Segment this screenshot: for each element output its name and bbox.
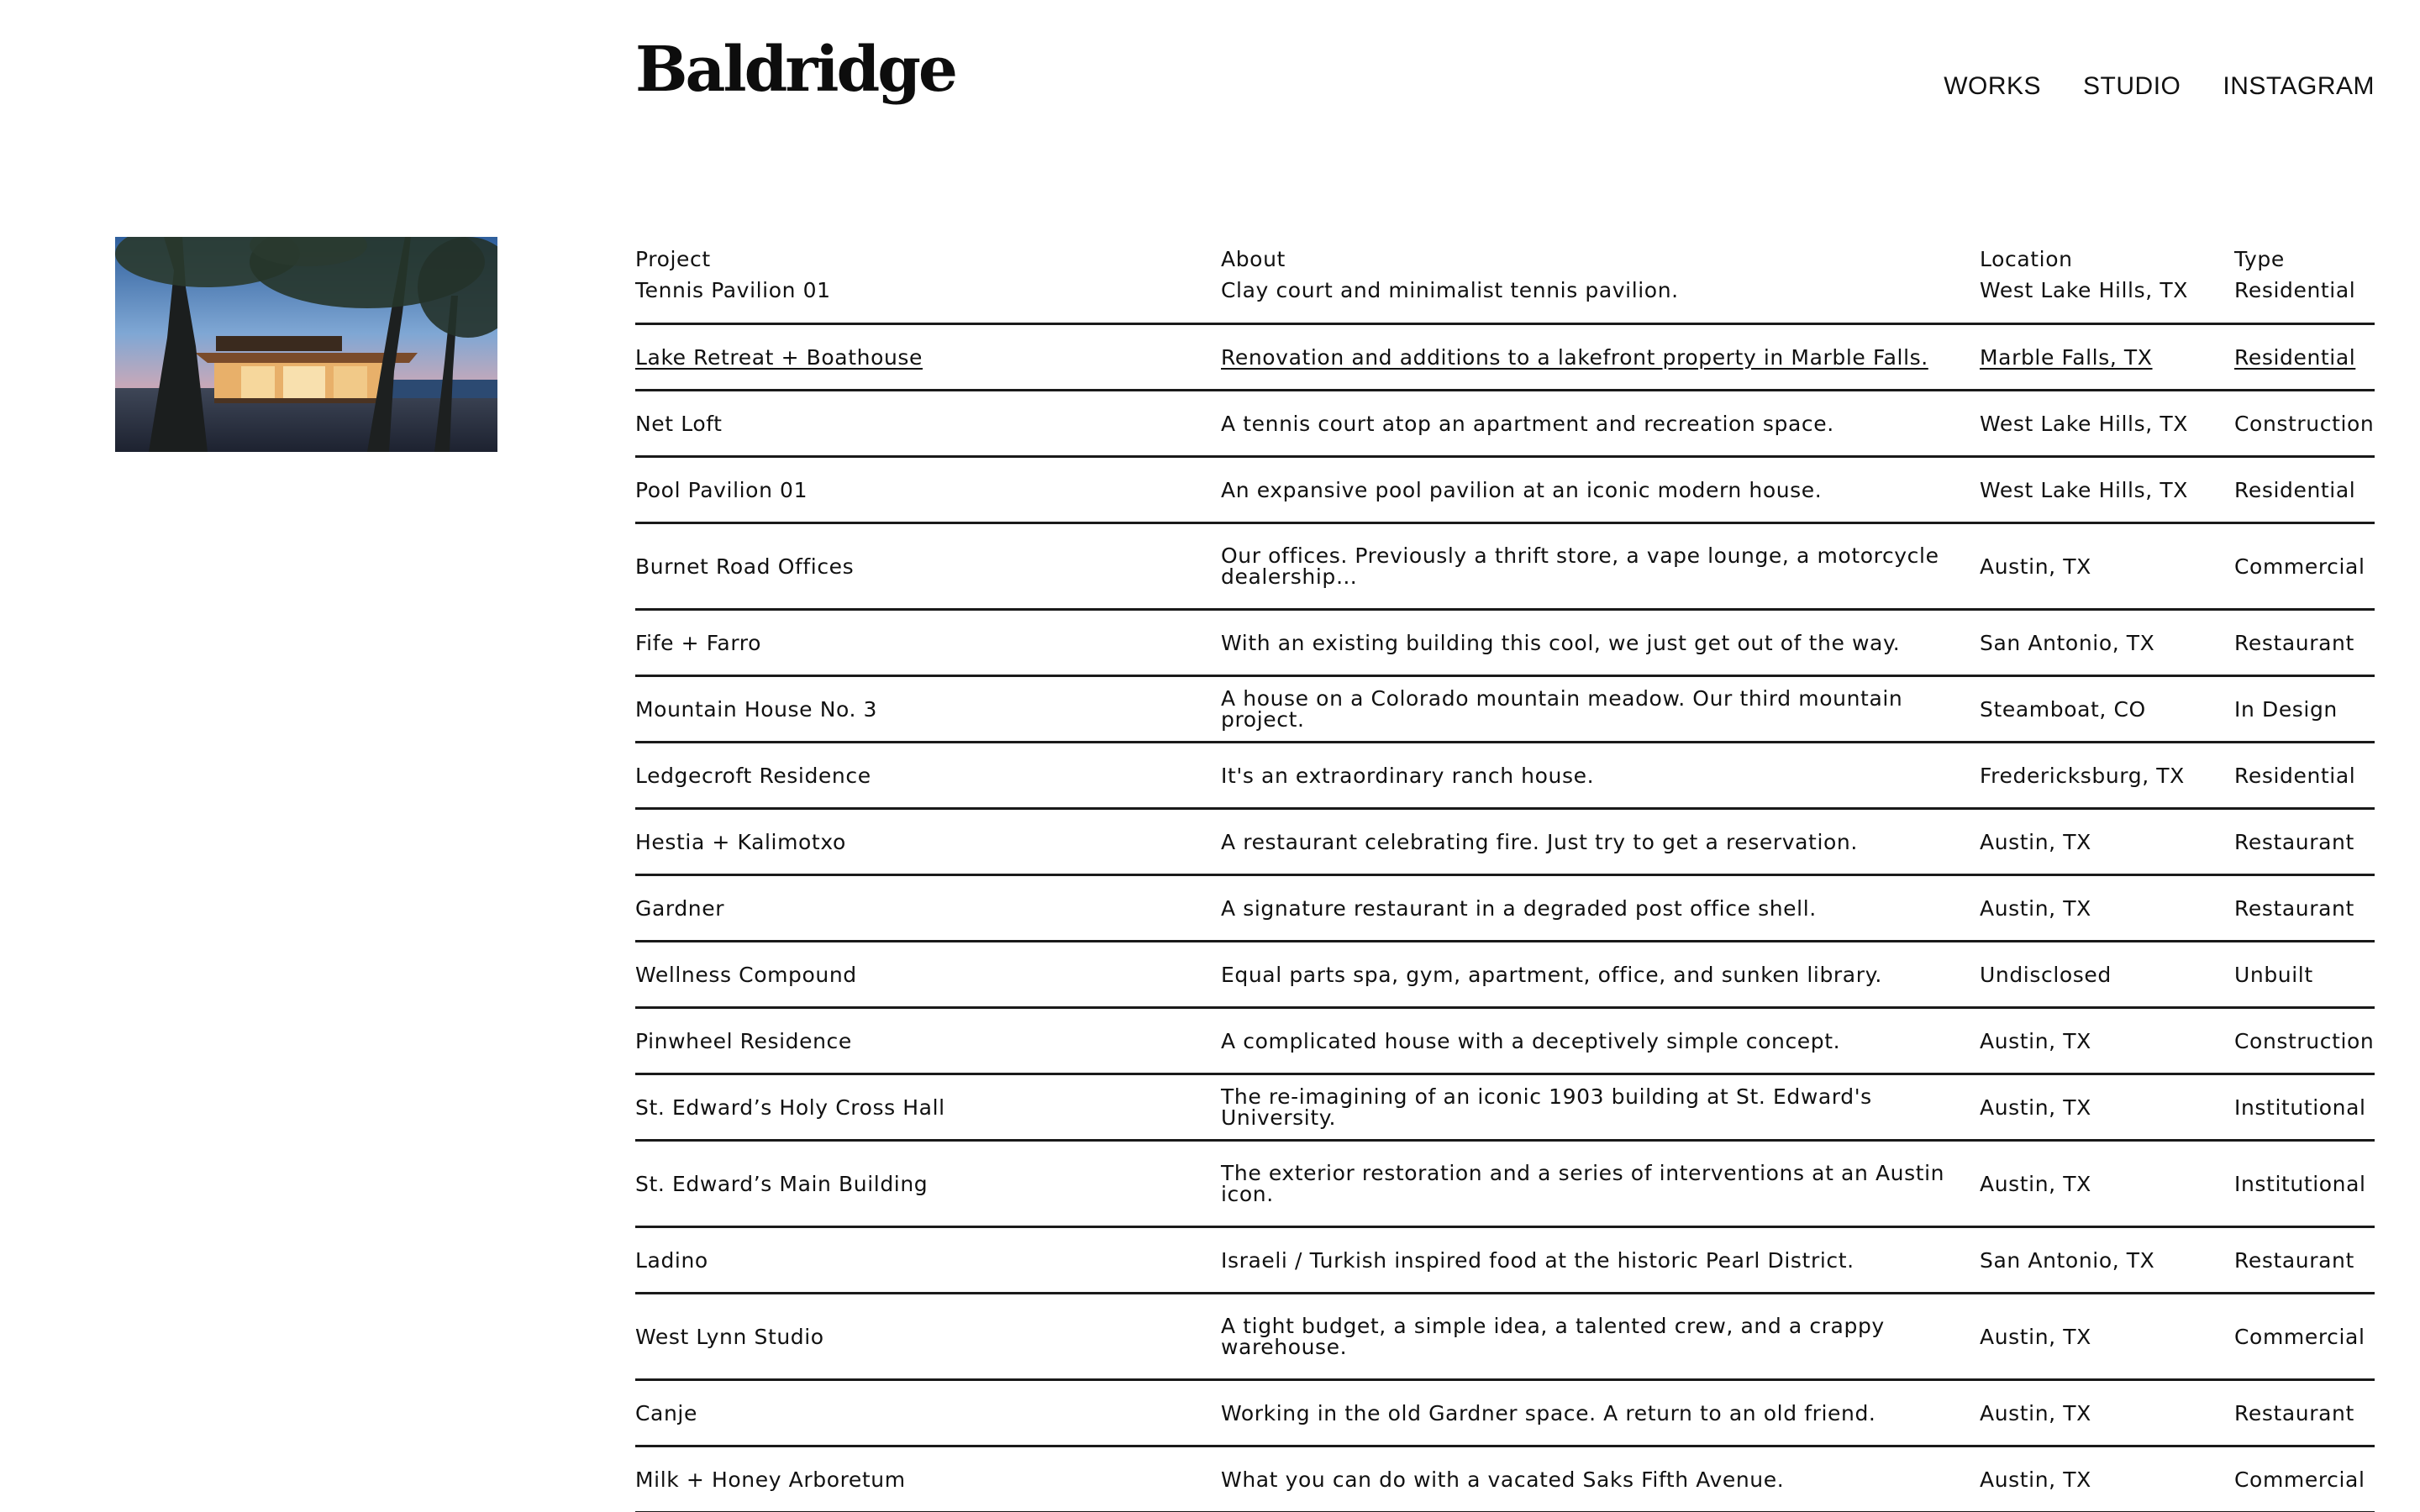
project-type: Commercial [2234, 1467, 2365, 1492]
table-row[interactable] [635, 810, 2375, 876]
table-row[interactable] [635, 1228, 2375, 1294]
project-about: A house on a Colorado mountain meadow. Our third mountain project. [1221, 686, 1903, 732]
project-type: Commercial [2234, 1324, 2365, 1349]
project-location: Fredericksburg, TX [1980, 763, 2185, 788]
project-location: Undisclosed [1980, 962, 2112, 987]
brand-logo[interactable]: Baldridge [635, 34, 956, 106]
project-about: It's an extraordinary ranch house. [1221, 763, 1595, 788]
project-type: Restaurant [2234, 630, 2354, 655]
project-name: West Lynn Studio [635, 1324, 824, 1349]
project-type: Commercial [2234, 554, 2365, 579]
project-about: A tight budget, a simple idea, a talented crew, and a crappy warehouse. [1221, 1314, 1885, 1359]
project-about: Our offices. Previously a thrift store, a vape lounge, a motorcycle dealership… [1221, 543, 1939, 589]
project-about: An expansive pool pavilion at an iconic modern house. [1221, 477, 1823, 502]
project-type: Institutional [2234, 1171, 2366, 1196]
project-name: Lake Retreat + Boathouse [635, 344, 923, 370]
table-row[interactable] [635, 273, 2375, 325]
header-type[interactable]: Type [2234, 247, 2285, 271]
project-location: Marble Falls, TX [1980, 344, 2153, 370]
table-row[interactable] [635, 1075, 2375, 1142]
table-row[interactable] [635, 1381, 2375, 1447]
project-location: Austin, TX [1980, 1324, 2091, 1349]
project-type: Restaurant [2234, 895, 2354, 921]
table-row[interactable] [635, 1142, 2375, 1228]
project-type: Residential [2234, 278, 2356, 302]
project-name: Fife + Farro [635, 630, 761, 655]
projects-table [635, 235, 2375, 1512]
project-name: Wellness Compound [635, 962, 857, 987]
table-row[interactable] [635, 325, 2375, 391]
project-type: Residential [2234, 763, 2356, 788]
table-row[interactable] [635, 677, 2375, 743]
project-about: The re-imagining of an iconic 1903 building at St. Edward's University. [1221, 1084, 1872, 1130]
project-name: St. Edward’s Holy Cross Hall [635, 1095, 945, 1120]
project-location: Austin, TX [1980, 1095, 2091, 1120]
project-name: Net Loft [635, 411, 723, 436]
project-about: A restaurant celebrating fire. Just try to get a reservation. [1221, 829, 1858, 854]
project-name: Burnet Road Offices [635, 554, 855, 579]
project-name: Gardner [635, 895, 725, 921]
project-about: What you can do with a vacated Saks Fifth Avenue. [1221, 1467, 1785, 1492]
table-row[interactable] [635, 743, 2375, 810]
nav-instagram[interactable]: INSTAGRAM [2223, 72, 2375, 100]
project-location: Austin, TX [1980, 1028, 2091, 1053]
table-row[interactable] [635, 1294, 2375, 1381]
project-location: Austin, TX [1980, 1400, 2091, 1425]
project-about: Equal parts spa, gym, apartment, office, and sunken library. [1221, 962, 1882, 987]
main-nav [1944, 72, 2375, 101]
table-row[interactable] [635, 391, 2375, 458]
project-type: Restaurant [2234, 1247, 2354, 1273]
project-name: Ledgecroft Residence [635, 763, 871, 788]
project-location: Austin, TX [1980, 1171, 2091, 1196]
project-location: Austin, TX [1980, 829, 2091, 854]
project-name: Hestia + Kalimotxo [635, 829, 846, 854]
project-about: Israeli / Turkish inspired food at the historic Pearl District. [1221, 1247, 1854, 1273]
project-type: Construction [2234, 1028, 2375, 1053]
project-about: A complicated house with a deceptively simple concept. [1221, 1028, 1841, 1053]
project-about: Renovation and additions to a lakefront property in Marble Falls. [1221, 344, 1928, 370]
project-name: St. Edward’s Main Building [635, 1171, 929, 1196]
project-location: West Lake Hills, TX [1980, 411, 2188, 436]
project-about: A tennis court atop an apartment and recreation space. [1221, 411, 1834, 436]
header-project[interactable]: Project [635, 247, 711, 271]
nav-studio[interactable]: STUDIO [2083, 72, 2181, 100]
project-about: Clay court and minimalist tennis pavilion. [1221, 278, 1679, 302]
project-type: Unbuilt [2234, 962, 2313, 987]
project-location: San Antonio, TX [1980, 630, 2155, 655]
project-location: Austin, TX [1980, 895, 2091, 921]
table-row[interactable] [635, 1447, 2375, 1512]
project-type: Residential [2234, 477, 2356, 502]
project-location: San Antonio, TX [1980, 1247, 2155, 1273]
table-header [635, 235, 2375, 273]
nav-works[interactable]: WORKS [1944, 72, 2042, 100]
project-name: Ladino [635, 1247, 708, 1273]
header-location[interactable]: Location [1980, 247, 2073, 271]
project-location: Austin, TX [1980, 554, 2091, 579]
project-name: Pool Pavilion 01 [635, 477, 808, 502]
table-row[interactable] [635, 942, 2375, 1009]
project-type: Restaurant [2234, 829, 2354, 854]
project-location: West Lake Hills, TX [1980, 477, 2188, 502]
header-about: About [1221, 247, 1286, 271]
project-name: Canje [635, 1400, 697, 1425]
project-about: Working in the old Gardner space. A return to an old friend. [1221, 1400, 1876, 1425]
table-row[interactable] [635, 611, 2375, 677]
project-location: Austin, TX [1980, 1467, 2091, 1492]
project-location: Steamboat, CO [1980, 696, 2146, 722]
project-name: Tennis Pavilion 01 [635, 278, 831, 302]
project-type: Residential [2234, 344, 2356, 370]
table-row[interactable] [635, 524, 2375, 611]
project-about: The exterior restoration and a series of interventions at an Austin icon. [1221, 1161, 1945, 1206]
project-type: In Design [2234, 696, 2338, 722]
project-location: West Lake Hills, TX [1980, 278, 2188, 302]
table-row[interactable] [635, 1009, 2375, 1075]
project-about: A signature restaurant in a degraded post office shell. [1221, 895, 1817, 921]
project-type: Institutional [2234, 1095, 2366, 1120]
table-row[interactable] [635, 876, 2375, 942]
project-type: Restaurant [2234, 1400, 2354, 1425]
project-name: Pinwheel Residence [635, 1028, 852, 1053]
project-preview-image [115, 237, 497, 452]
project-name: Mountain House No. 3 [635, 696, 878, 722]
project-name: Milk + Honey Arboretum [635, 1467, 906, 1492]
project-about: With an existing building this cool, we just get out of the way. [1221, 630, 1901, 655]
table-row[interactable] [635, 458, 2375, 524]
project-type: Construction [2234, 411, 2375, 436]
